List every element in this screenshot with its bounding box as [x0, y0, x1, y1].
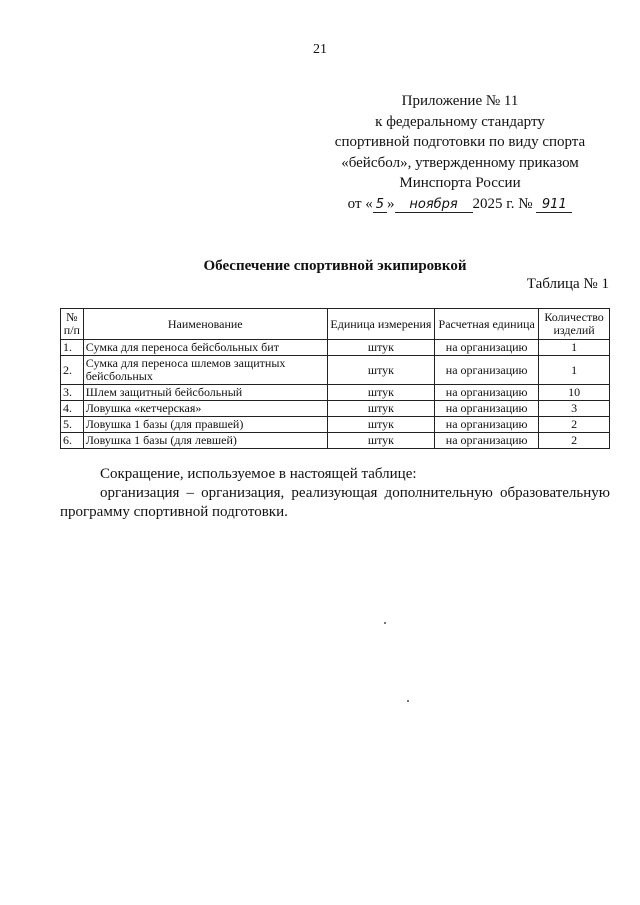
table-row [61, 433, 610, 449]
date-day-handwritten: 5 [373, 198, 387, 213]
row-no: 3. [61, 385, 84, 401]
row-quantity: 1 [539, 340, 610, 356]
row-calc-unit: на организацию [435, 401, 539, 417]
row-name: Ловушка 1 базы (для левшей) [83, 433, 327, 449]
order-number-handwritten: 911 [536, 198, 572, 213]
appendix-header [310, 91, 610, 214]
row-no: 1. [61, 340, 84, 356]
abbreviation-definition [60, 484, 610, 522]
appendix-line: спортивной подготовки по виду спорта [334, 134, 586, 150]
table-row [61, 385, 610, 401]
appendix-title: Приложение № 11 [401, 93, 519, 109]
header-name: Наименование [83, 309, 327, 340]
equipment-table [60, 308, 610, 449]
appendix-line: «бейсбол», утвержденному приказом [341, 154, 579, 171]
scan-speck [407, 700, 409, 702]
row-calc-unit: на организацию [435, 385, 539, 401]
row-name: Ловушка «кетчерская» [83, 401, 327, 417]
appendix-line: к федеральному стандарту [375, 113, 545, 130]
row-name: Сумка для переноса шлемов защитных бейсбольных [83, 356, 327, 385]
document-title: Обеспечение спортивной экипировкой [203, 258, 467, 274]
table-row [61, 417, 610, 433]
row-calc-unit: на организацию [435, 340, 539, 356]
row-calc-unit: на организацию [435, 417, 539, 433]
date-year: 2025 г. № [472, 195, 533, 212]
row-quantity: 1 [539, 356, 610, 385]
header-no: № п/п [61, 309, 84, 340]
table-header-row [61, 309, 610, 340]
appendix-date-line [310, 194, 610, 215]
row-calc-unit: на организацию [435, 433, 539, 449]
row-no: 2. [61, 356, 84, 385]
row-no: 6. [61, 433, 84, 449]
row-quantity: 3 [539, 401, 610, 417]
table-row [61, 401, 610, 417]
date-mid: » [387, 195, 395, 212]
abbreviation-line: организация – организация, реализующая дополнительную образовательную [100, 485, 610, 501]
row-unit: штук [327, 385, 434, 401]
row-unit: штук [327, 401, 434, 417]
page-number: 21 [313, 42, 327, 57]
appendix-line: Минспорта России [399, 175, 521, 191]
row-unit: штук [327, 356, 434, 385]
row-unit: штук [327, 340, 434, 356]
table-row [61, 340, 610, 356]
row-quantity: 2 [539, 417, 610, 433]
row-unit: штук [327, 417, 434, 433]
header-unit: Единица измерения [327, 309, 434, 340]
row-quantity: 10 [539, 385, 610, 401]
date-month-handwritten: ноября [395, 198, 473, 213]
header-quantity: Количество изделий [539, 309, 610, 340]
scan-speck [384, 622, 386, 624]
table-row [61, 356, 610, 385]
row-unit: штук [327, 433, 434, 449]
table-label: Таблица № 1 [526, 276, 609, 292]
row-name: Сумка для переноса бейсбольных бит [83, 340, 327, 356]
row-name: Шлем защитный бейсбольный [83, 385, 327, 401]
row-quantity: 2 [539, 433, 610, 449]
row-name: Ловушка 1 базы (для правшей) [83, 417, 327, 433]
abbreviation-line: программу спортивной подготовки. [60, 504, 288, 520]
row-no: 4. [61, 401, 84, 417]
row-calc-unit: на организацию [435, 356, 539, 385]
abbreviation-intro-text: Сокращение, используемое в настоящей таблице: [100, 466, 417, 482]
row-no: 5. [61, 417, 84, 433]
date-prefix: от « [347, 195, 373, 212]
header-calc-unit: Расчетная единица [435, 309, 539, 340]
abbreviation-intro [60, 465, 610, 484]
